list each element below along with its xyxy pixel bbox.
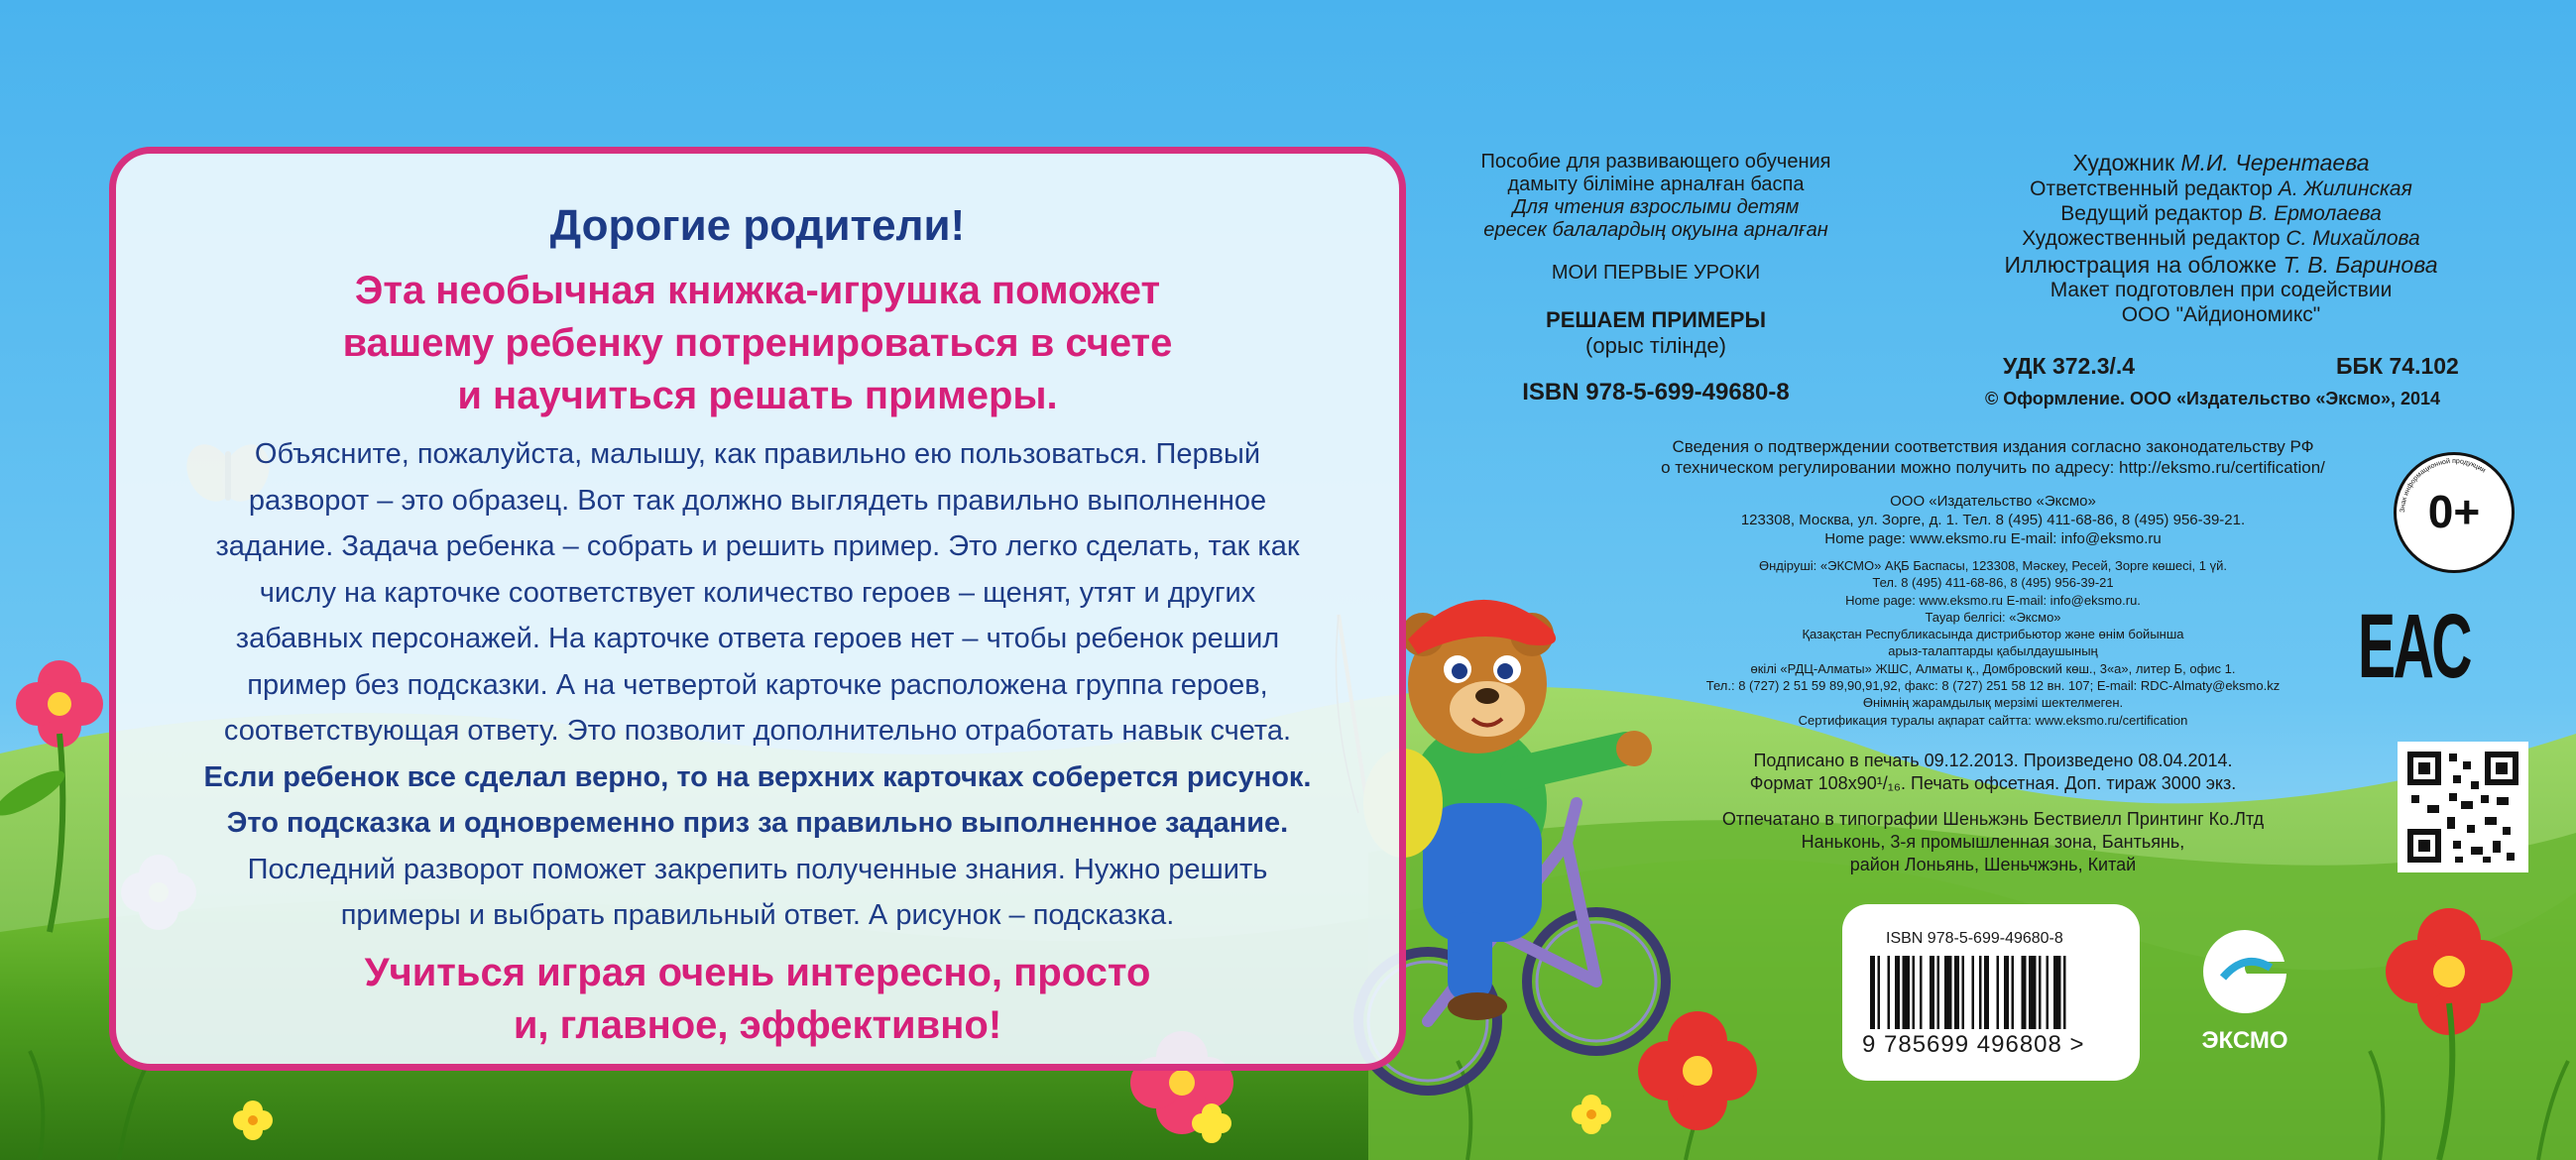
credit-role: Иллюстрация на обложке bbox=[2004, 252, 2283, 278]
printed-by-line: район Лоньянь, Шеньчжэнь, Китай bbox=[1849, 855, 2137, 874]
barcode-digits: 9 785699 496808 > bbox=[1862, 1031, 2085, 1058]
kz-line: Сертификация туралы ақпарат сайтта: www.eksmo.ru/certification bbox=[1798, 712, 2188, 728]
imprint-credits bbox=[1993, 151, 2449, 327]
kz-line: Тел.: 8 (727) 2 51 59 89,90,91,92, факс: 8 (727) 251 58 12 вн. 107; E-mail: RDC-Almaty@eksmo.kz bbox=[1705, 678, 2281, 694]
copyright: © Оформление. ООО «Издательство «Эксмо», 2014 bbox=[1985, 389, 2441, 408]
kz-line: Home page: www.eksmo.ru E-mail: info@eksmo.ru. bbox=[1845, 592, 2141, 608]
kazakhstan-info bbox=[1596, 557, 2390, 729]
eksmo-logo-text: ЭКСМО bbox=[2201, 1027, 2288, 1054]
eksmo-logo bbox=[2187, 922, 2302, 1071]
panel-lead bbox=[116, 265, 1399, 422]
credit-role: Художественный редактор bbox=[2022, 227, 2286, 250]
barcode-icon bbox=[1870, 956, 2114, 1029]
body-line: соответствующая ответу. Это позволит дополнительно отработать навык счета. bbox=[223, 715, 1292, 747]
body-line: разворот – это образец. Вот так должно выглядеть правильно выполненное bbox=[248, 484, 1267, 517]
body-line: забавных персонажей. На карточке ответа героев нет – чтобы ребенок решил bbox=[235, 623, 1280, 654]
kz-line: Өндіруші: «ЭКСМО» АҚБ Баспасы, 123308, Мәскеу, Ресей, Зорге көшесі, 1 үй. bbox=[1759, 558, 2227, 573]
series-name: МОИ ПЕРВЫЕ УРОКИ bbox=[1551, 262, 1761, 284]
imprint-left-column bbox=[1467, 151, 1844, 404]
panel-lead-line: Эта необычная книжка-игрушка поможет bbox=[354, 269, 1161, 312]
credit-name: А. Жилинская bbox=[2278, 177, 2412, 200]
panel-lead-line: и научиться решать примеры. bbox=[457, 374, 1058, 417]
udk-code: УДК 372.3/.4 bbox=[2003, 353, 2136, 379]
cert-line: Сведения о подтверждении соответствия издания согласно законодательству РФ bbox=[1672, 437, 2314, 456]
credit-name: В. Ермолаева bbox=[2248, 202, 2382, 225]
credit-role: Ответственный редактор bbox=[2030, 177, 2279, 200]
publisher-line: 123308, Москва, ул. Зорге, д. 1. Тел. 8 (495) 411-68-86, 8 (495) 956-39-21. bbox=[1740, 512, 2246, 528]
body-line: примеры и выбрать правильный ответ. А рисунок – подсказка. bbox=[340, 899, 1175, 931]
printed-by-line: Отпечатано в типографии Шеньжэнь Бествиелл Принтинг Ко.Лтд bbox=[1721, 809, 2265, 829]
audience-line: ересек балалардың оқуына арналған bbox=[1483, 219, 1828, 241]
credit-name: Т. В. Баринова bbox=[2283, 252, 2438, 278]
print-line: Подписано в печать 09.12.2013. Произведено 08.04.2014. bbox=[1753, 751, 2233, 770]
credit-name: М.И. Черентаева bbox=[2180, 150, 2370, 175]
barcode-label bbox=[1842, 904, 2140, 1081]
layout-credit: ООО "Айдиономикс" bbox=[2121, 303, 2321, 326]
panel-body bbox=[116, 431, 1399, 939]
bbk-code: ББК 74.102 bbox=[2336, 353, 2459, 379]
layout-credit: Макет подготовлен при содействии bbox=[2049, 279, 2393, 301]
isbn: ISBN 978-5-699-49680-8 bbox=[1522, 379, 1790, 406]
qr-code-icon bbox=[2398, 742, 2528, 872]
body-line: числу на карточке соответствует количество героев – щенят, утят и других bbox=[259, 576, 1256, 609]
credit-line bbox=[1993, 201, 2449, 226]
print-line: Формат 108х90¹/₁₆. Печать офсетная. Доп. тираж 3000 экз. bbox=[1749, 773, 2237, 793]
age-rating-text: 0+ bbox=[2427, 486, 2481, 537]
body-line: Последний разворот поможет закрепить полученные знания. Нужно решить bbox=[247, 853, 1268, 885]
kz-line: Тел. 8 (495) 411-68-86, 8 (495) 956-39-21 bbox=[1872, 575, 2114, 591]
body-line: задание. Задача ребенка – собрать и решить пример. Это легко сделать, так как bbox=[215, 530, 1300, 562]
cert-line: о техническом регулировании можно получить по адресу: http://eksmo.ru/certification/ bbox=[1661, 458, 2325, 477]
age-rating-badge bbox=[2394, 452, 2515, 573]
publisher-line: ООО «Издательство «Эксмо» bbox=[1890, 493, 2096, 510]
purpose-line: дамыту біліміне арналған баспа bbox=[1507, 174, 1805, 195]
eac-mark: EAC bbox=[2358, 596, 2470, 697]
publisher-info bbox=[1676, 492, 2310, 548]
kz-line: арыз-талаптарды қабылдаушының bbox=[1888, 643, 2098, 659]
credit-role: Ведущий редактор bbox=[2060, 202, 2249, 225]
kz-line: Өнімнің жарамдылық мерзімі шектелмеген. bbox=[1862, 695, 2124, 711]
book-language: (орыс тілінде) bbox=[1585, 333, 1726, 358]
parents-note-panel bbox=[109, 147, 1406, 1071]
certification-note bbox=[1616, 436, 2370, 478]
printed-by bbox=[1686, 808, 2300, 876]
book-title: РЕШАЕМ ПРИМЕРЫ bbox=[1546, 307, 1766, 332]
panel-closing bbox=[116, 947, 1399, 1052]
closing-line: и, главное, эффективно! bbox=[513, 1003, 1002, 1047]
age-ring-text: Знак информационной продукции bbox=[2399, 457, 2487, 514]
credit-line bbox=[1993, 151, 2449, 176]
publisher-line: Home page: www.eksmo.ru E-mail: info@eksmo.ru bbox=[1824, 530, 2162, 547]
credit-role: Художник bbox=[2072, 150, 2181, 175]
body-line: Объясните, пожалуйста, малышу, как правильно ею пользоваться. Первый bbox=[254, 438, 1261, 470]
panel-lead-line: вашему ребенку потренироваться в счете bbox=[342, 321, 1173, 365]
kz-line: Қазақстан Республикасында дистрибьютор және өнім бойынша bbox=[1802, 627, 2184, 642]
credit-line bbox=[1993, 176, 2449, 201]
audience-line: Для чтения взрослыми детям bbox=[1512, 196, 1800, 218]
credit-line bbox=[1993, 253, 2449, 278]
body-bold-line: Это подсказка и одновременно приз за правильно выполненное задание. bbox=[226, 807, 1289, 839]
barcode-isbn: ISBN 978-5-699-49680-8 bbox=[1886, 930, 2063, 947]
credit-name: С. Михайлова bbox=[2285, 227, 2420, 250]
panel-title: Дорогие родители! bbox=[549, 201, 966, 250]
eksmo-logo-icon bbox=[2187, 922, 2302, 1021]
closing-line: Учиться играя очень интересно, просто bbox=[364, 951, 1151, 994]
printed-by-line: Наньконь, 3-я промышленная зона, Бантьянь, bbox=[1801, 832, 2185, 852]
kz-line: Тауар белгісі: «Эксмо» bbox=[1925, 609, 2061, 625]
purpose-line: Пособие для развивающего обучения bbox=[1480, 151, 1831, 173]
body-line: пример без подсказки. А на четвертой карточке расположена группа героев, bbox=[247, 668, 1268, 701]
credit-line bbox=[1993, 226, 2449, 251]
kz-line: өкілі «РДЦ-Алматы» ЖШС, Алматы қ., Домбровский көш., 3«а», литер Б, офис 1. bbox=[1750, 660, 2236, 676]
body-bold-line: Если ребенок все сделал верно, то на верхних карточках соберется рисунок. bbox=[203, 760, 1312, 793]
print-details bbox=[1686, 750, 2300, 795]
